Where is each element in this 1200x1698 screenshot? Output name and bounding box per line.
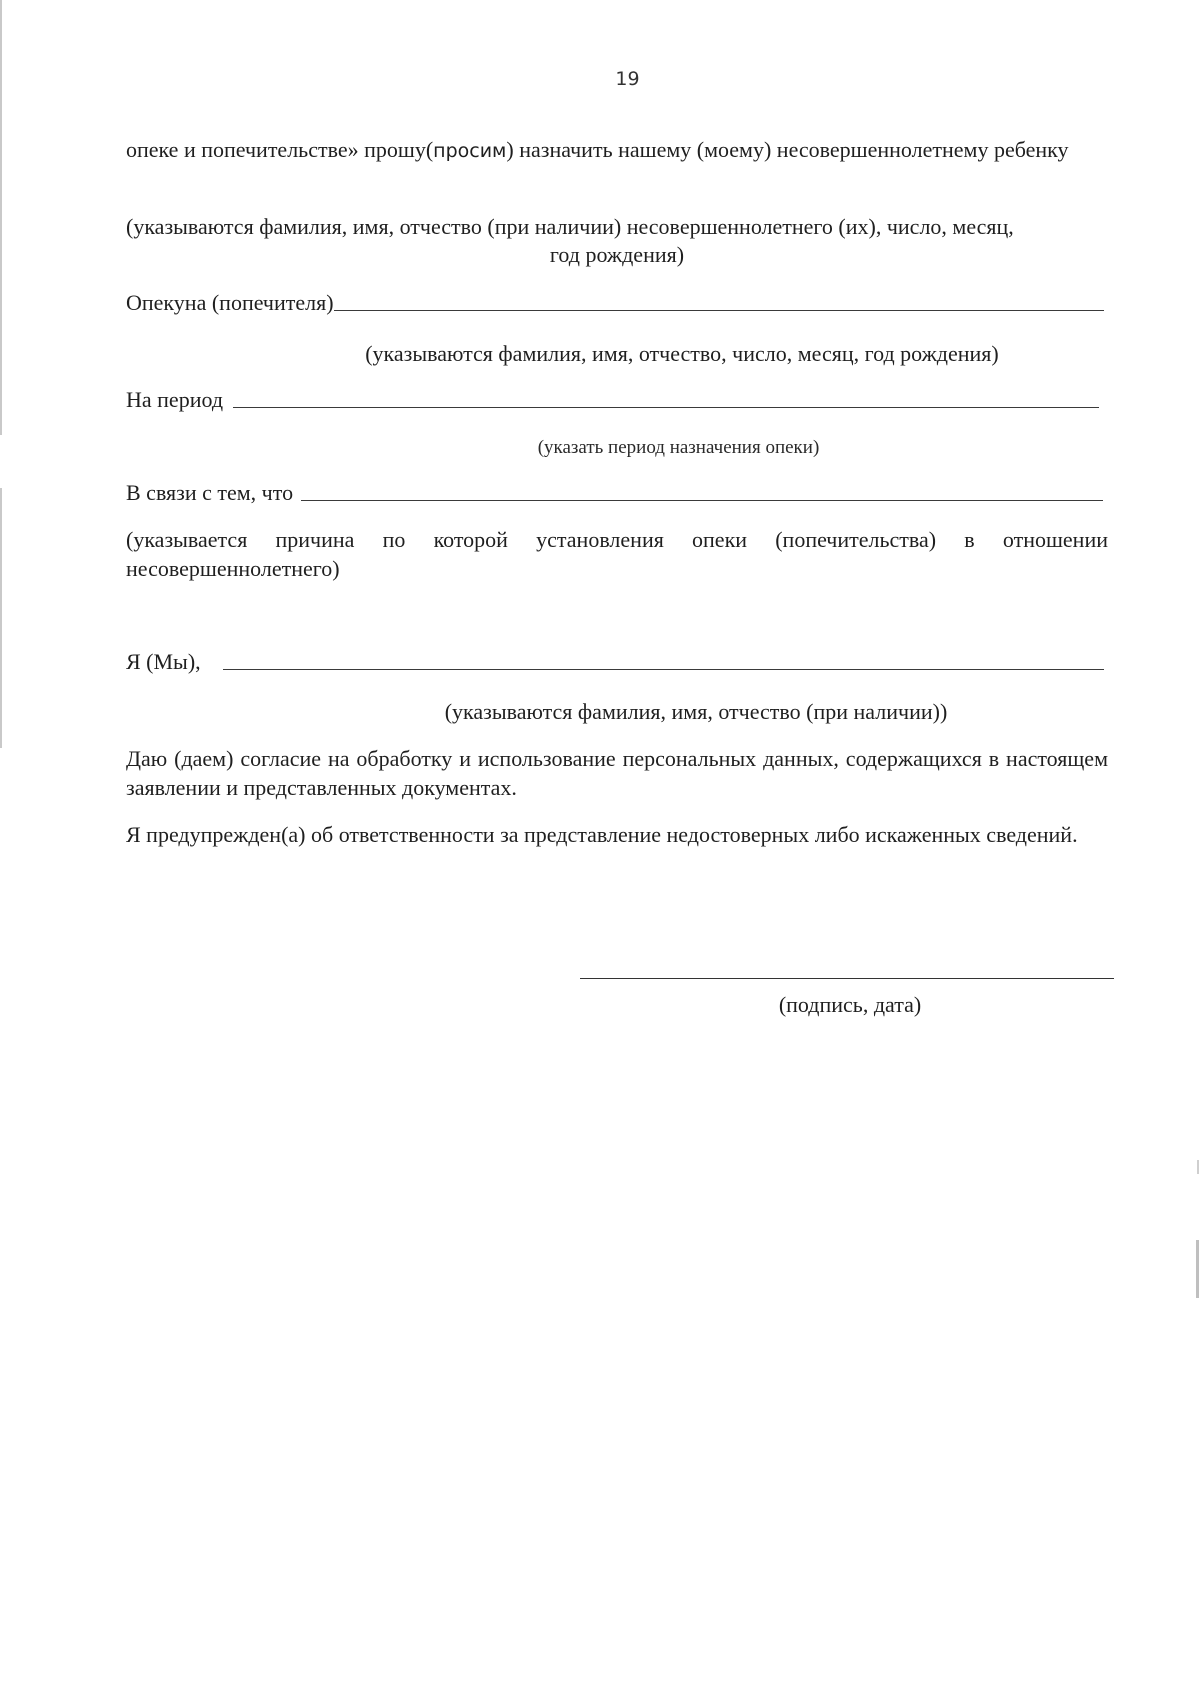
scan-edge-mark: [1197, 1160, 1199, 1174]
consent-paragraph: Даю (даем) согласие на обработку и использование персональных данных, содержащихся в настоящем заявлении и представленных документах.: [126, 746, 1108, 800]
applicant-field-line[interactable]: [223, 669, 1104, 670]
intro-text-part3: ) назначить нашему (моему) несовершеннолетнему ребенку: [506, 137, 1069, 162]
guardian-field-label: Опекуна (попечителя): [126, 290, 334, 315]
reason-field-line[interactable]: [301, 500, 1103, 501]
reason-hint: (указывается причина по которой установления опеки (попечительства) в отношении несовершеннолетнего): [126, 527, 1108, 581]
intro-text-part1: опеке и попечительстве» прошу(: [126, 137, 434, 162]
guardian-hint: (указываются фамилия, имя, отчество, число, месяц, год рождения): [365, 341, 999, 366]
period-field-row: [126, 385, 1099, 414]
applicant-field-label: Я (Мы),: [126, 649, 201, 674]
reason-field-label: В связи с тем, что: [126, 480, 294, 505]
signature-line[interactable]: [580, 978, 1114, 979]
scan-edge-mark: [0, 0, 2, 435]
period-field-line[interactable]: [233, 407, 1099, 408]
applicant-hint: (указываются фамилия, имя, отчество (при наличии)): [444, 699, 948, 724]
scan-edge-mark: [0, 488, 2, 748]
scan-edge-mark: [1196, 1240, 1199, 1298]
intro-paragraph: [126, 135, 1108, 166]
period-field-label: На период: [126, 387, 224, 412]
page-number: 19: [615, 68, 640, 90]
signature-hint: (подпись, дата): [778, 992, 922, 1017]
period-hint: (указать период назначения опеки): [537, 437, 820, 458]
minor-hint-line2: год рождения): [549, 242, 685, 267]
minor-hint-line1: (указываются фамилия, имя, отчество (при наличии) несовершеннолетнего (их), число, месяц,: [126, 214, 1014, 239]
applicant-field-row: [126, 647, 1104, 676]
guardian-field-row: [126, 288, 1104, 317]
guardian-field-line[interactable]: [334, 310, 1104, 311]
warning-paragraph: Я предупрежден(а) об ответственности за представление недостоверных либо искаженных сведений.: [126, 822, 1078, 847]
reason-field-row: [126, 478, 1103, 507]
intro-text-part2: просим: [433, 140, 507, 162]
